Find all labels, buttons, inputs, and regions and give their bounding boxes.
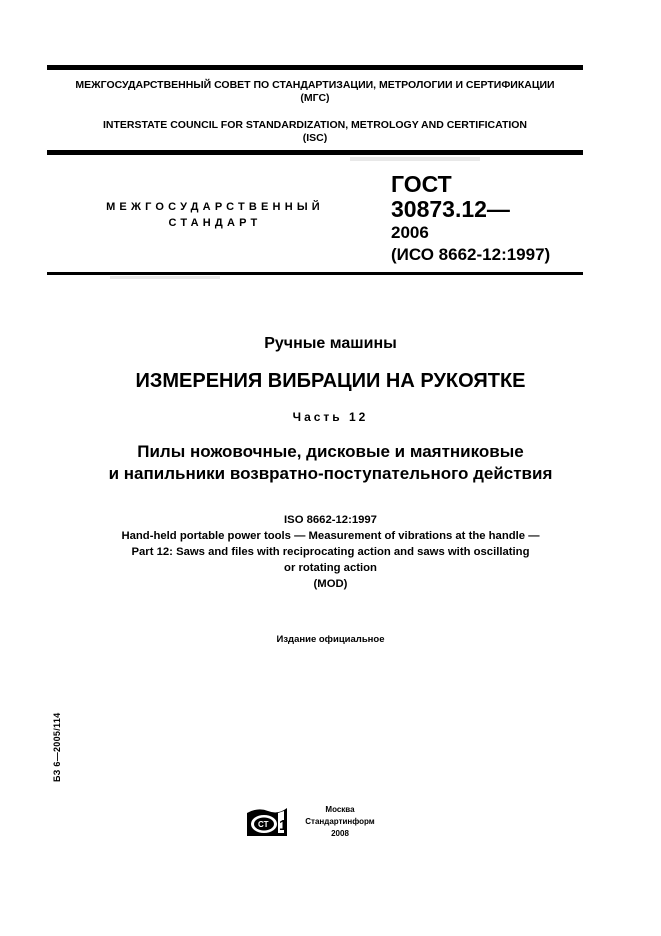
publisher-year: 2008 [331, 829, 349, 838]
iso-mod: (MOD) [313, 578, 348, 590]
standard-type-line1: МЕЖГОСУДАРСТВЕННЫЙ [106, 201, 324, 213]
scan-artifact [350, 157, 480, 161]
designation-divider-rule [47, 272, 583, 275]
gost-number: 30873.12— [391, 196, 510, 222]
side-code: БЗ 6—2005/114 [52, 712, 62, 782]
council-en-name: INTERSTATE COUNCIL FOR STANDARDIZATION, METROLOGY AND CERTIFICATION [102, 119, 528, 131]
standard-type-line2: СТАНДАРТ [168, 217, 262, 229]
publisher-name: Стандартинформ [305, 817, 375, 826]
header-divider-rule [47, 150, 583, 155]
council-ru [47, 79, 583, 105]
title-category: Ручные машины [264, 335, 397, 352]
standard-type [60, 199, 370, 231]
gost-label: ГОСТ [391, 171, 452, 197]
title-main: ИЗМЕРЕНИЯ ВИБРАЦИИ НА РУКОЯТКЕ [135, 370, 526, 392]
svg-text:1: 1 [279, 817, 288, 834]
title-subtitle [0, 441, 661, 485]
council-ru-abbr: (МГС) [300, 92, 330, 104]
subtitle-line1: Пилы ножовочные, дисковые и маятниковые [137, 442, 524, 461]
standartinform-logo-icon [244, 805, 290, 839]
publisher-city: Москва [325, 805, 355, 814]
gost-year: 2006 [391, 223, 429, 242]
gost-iso-reference: (ИСО 8662-12:1997) [391, 245, 551, 264]
iso-reference-block [0, 512, 661, 592]
scan-artifact [110, 276, 220, 279]
council-ru-name: МЕЖГОСУДАРСТВЕННЫЙ СОВЕТ ПО СТАНДАРТИЗАЦИИ, МЕТРОЛОГИИ И СЕРТИФИКАЦИИ [75, 79, 555, 91]
iso-title-line1: Hand-held portable power tools — Measurement of vibrations at the handle — [121, 530, 540, 542]
title-part: Часть 12 [292, 410, 369, 424]
council-en-abbr: (ISC) [302, 132, 328, 144]
edition-label: Издание официальное [276, 634, 385, 645]
council-en [47, 119, 583, 145]
iso-title-line3: or rotating action [284, 562, 377, 574]
publisher-imprint [290, 804, 390, 840]
svg-text:СТ: СТ [258, 820, 269, 829]
gost-designation [391, 172, 550, 266]
subtitle-line2: и напильники возвратно-поступательного действия [108, 464, 553, 483]
top-rule [47, 65, 583, 70]
iso-title-line2: Part 12: Saws and files with reciprocating action and saws with oscillating [131, 546, 530, 558]
iso-code: ISO 8662-12:1997 [284, 514, 377, 526]
